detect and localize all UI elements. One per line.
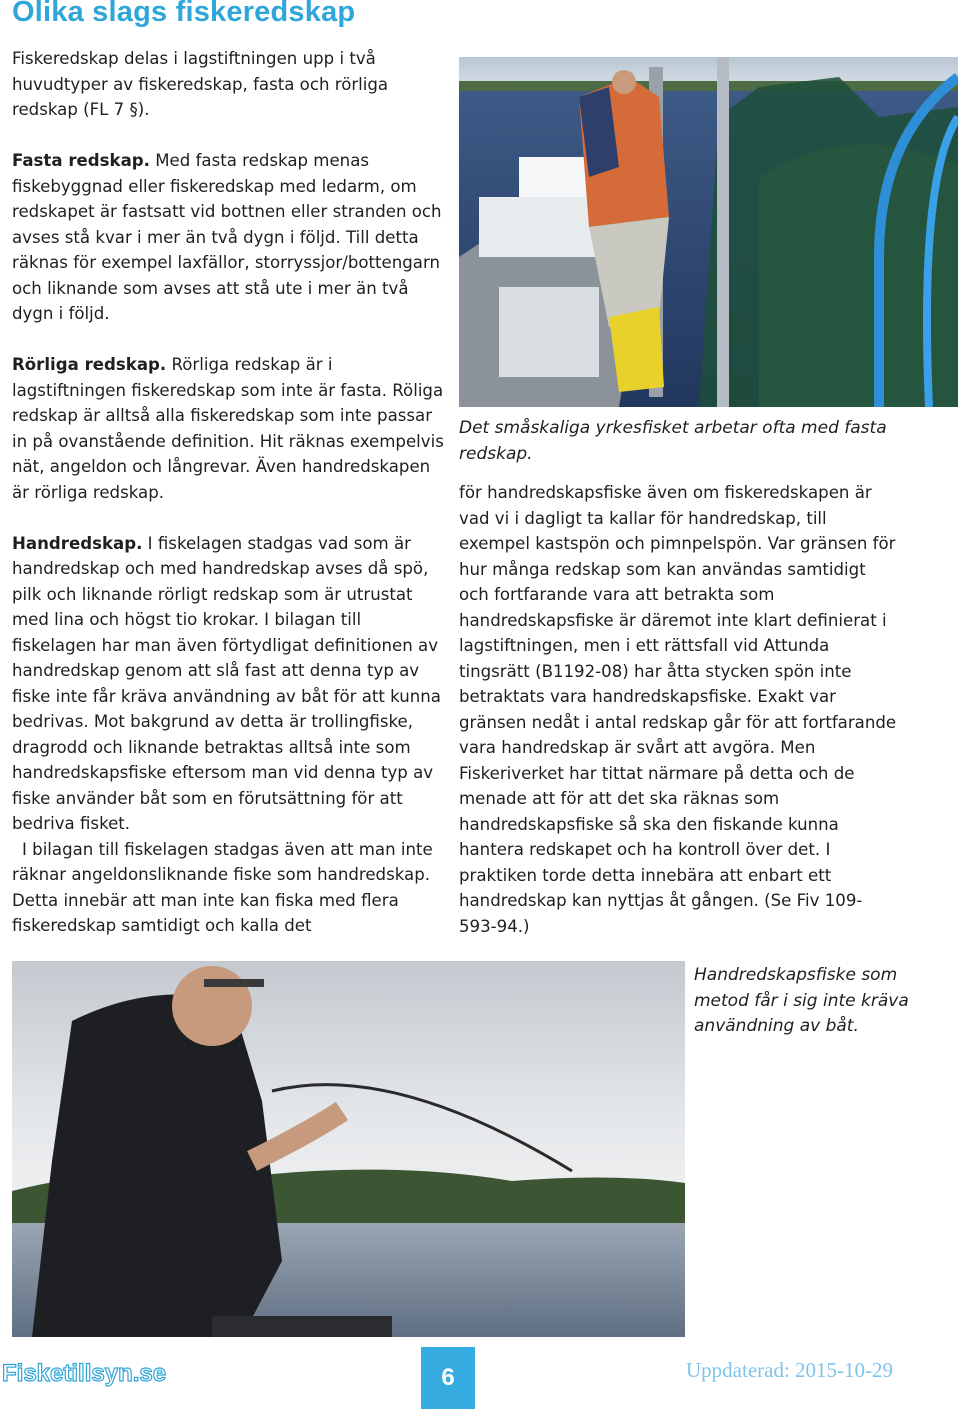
rorliga-heading: Rörliga redskap. — [12, 355, 167, 374]
page-number-badge: 6 — [421, 1347, 475, 1409]
boat-fishing-photo — [459, 57, 958, 407]
bilagan-paragraph: I bilagan till fiskelagen stadgas även att man inte räknar angeldonsliknande fiske som handredskap. Detta innebär att man inte kan fiska med flera fiskeredskap samtidigt och kalla det — [12, 839, 433, 935]
footer-brand-logo[interactable]: Fisketillsyn.se — [2, 1360, 167, 1387]
continuation-paragraph: för handredskapsfiske även om fiskeredskapen är vad vi i dagligt ta kallar för handredskap, till exempel kastspön och pimnpelspön. Var gränsen för hur många redskap som kan användas samtidigt och fortfarande vara att betrakta som handredskapsfiske är däremot inte klart definierat i lagstiftningen, men i ett rättsfall vid Attunda tingsrätt (B1192-08) har åtta stycken spön inte betraktats vara handredskapsfiske. Exakt var gränsen nedåt i antal redskap går för att fortfarande vara handredskap är svårt att avgöra. Men Fiskeriverket har tittat närmare på detta och de menade att för att det ska räknas som handredskapsfiske så ska den fiskande kunna hantera redskapet och ha kontroll över det. I praktiken torde detta innebära att enbart ett handredskap kan nyttjas åt gången. (Se Fiv 109-593-94.) — [459, 483, 897, 936]
boat-photo-caption: Det småskaliga yrkesfisket arbetar ofta med fasta redskap. — [459, 418, 887, 464]
rod-photo-caption: Handredskapsfiske som metod får i sig inte kräva användning av båt. — [694, 965, 909, 1036]
rorliga-text: Rörliga redskap är i lagstiftningen fiskeredskap som inte är fasta. Röliga redskap är alltså alla fiskeredskap som inte passar in på ovanstående definition. Hit räknas exempelvis nät, angeldon och långrevar. Även handredskapen är rörliga redskap. — [12, 355, 444, 502]
page-title: Olika slags fiskeredskap — [12, 0, 356, 28]
handredskap-heading: Handredskap. — [12, 533, 143, 553]
handredskap-paragraph — [12, 531, 444, 837]
rorliga-paragraph — [12, 352, 444, 505]
right-column — [459, 480, 899, 939]
fasta-text: Med fasta redskap menas fiskebyggnad eller fiskeredskap med ledarm, om redskapet är fastsatt vid bottnen eller stranden och avses stå kvar i mer än två dygn i följd. Till detta räknas för exempel laxfällor, storryssjor/bottengarn och liknande som avses att stå ute i mer än två dygn i följd. — [12, 151, 442, 323]
handredskap-text: I fiskelagen stadgas vad som är handredskap och med handredskap avses då spö, pilk och liknande rörligt redskap som är utrustat med lina och högst tio krokar. I bilagan till fiskelagen har man även förtydligat definitionen av handredskap genom att slå fast att denna typ av fiske inte får kräva användning av båt för att kunna bedrivas. Mot bakgrund av detta är trollingfiske, dragrodd och liknande betraktas alltså inte som handredskapsfiske eftersom man vid denna typ av fiske använder båt som en förutsättning för att bedriva fisket. — [12, 533, 441, 833]
intro-paragraph: Fiskeredskap delas i lagstiftningen upp i två huvudtyper av fiskeredskap, fasta och rörliga redskap (FL 7 §). — [12, 49, 389, 119]
updated-date: Uppdaterad: 2015-10-29 — [686, 1358, 894, 1382]
rod-fishing-photo — [12, 961, 685, 1337]
fasta-heading: Fasta redskap. — [12, 151, 150, 170]
left-column — [12, 46, 444, 939]
fasta-paragraph — [12, 148, 444, 327]
